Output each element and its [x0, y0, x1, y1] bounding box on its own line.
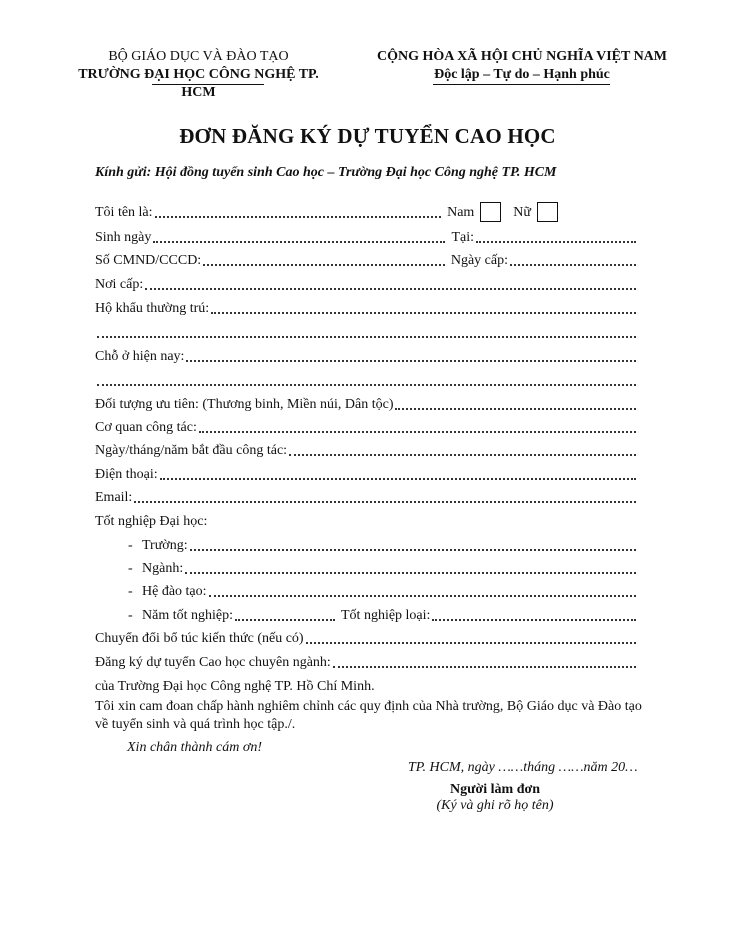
- header-left: [66, 48, 331, 102]
- field-work-start-row: [95, 440, 638, 460]
- field-phone-row: [95, 464, 638, 484]
- field-address-row: [95, 346, 638, 366]
- address-fill-line[interactable]: [186, 359, 636, 362]
- mode-bullet: -: [128, 584, 133, 599]
- field-address-continuation: [95, 370, 638, 390]
- university-name: TRƯỜNG ĐẠI HỌC CÔNG NGHỆ TP. HCM: [78, 67, 319, 100]
- issue-date-fill-line[interactable]: [510, 263, 636, 266]
- school-label: Trường:: [142, 538, 188, 553]
- field-mode-row: [95, 581, 638, 601]
- thanks-line: Xin chân thành cám ơn!: [127, 740, 263, 755]
- bridge-fill-line[interactable]: [306, 641, 636, 644]
- female-label: Nữ: [513, 205, 531, 220]
- signer-title: Người làm đơn: [449, 782, 541, 797]
- recipient-line: Kính gửi: Hội đồng tuyển sinh Cao học – Trường Đại học Công nghệ TP. HCM: [95, 165, 557, 180]
- field-program-row: [95, 652, 638, 672]
- program-label: Đăng ký dự tuyển Cao học chuyên ngành:: [95, 655, 331, 670]
- header-left-underline: [152, 84, 264, 85]
- school-bullet: -: [128, 538, 133, 553]
- priority-label: Đối tượng ưu tiên: (Thương binh, Miền núi, Dân tộc): [95, 397, 394, 412]
- school-fill-line[interactable]: [190, 548, 636, 551]
- field-name-row: [95, 202, 638, 222]
- mode-label: Hệ đào tạo:: [142, 584, 207, 599]
- mode-fill-line[interactable]: [209, 594, 636, 597]
- graduated-label: Tốt nghiệp Đại học:: [95, 514, 208, 529]
- male-checkbox[interactable]: [480, 202, 501, 222]
- id-label: Số CMND/CCCD:: [95, 253, 202, 268]
- workplace-label: Cơ quan công tác:: [95, 420, 197, 435]
- field-issue-place-row: [95, 274, 638, 294]
- name-label: Tôi tên là:: [95, 205, 153, 220]
- pob-label: Tại:: [451, 230, 474, 245]
- grad-year-fill-line[interactable]: [235, 618, 335, 621]
- email-label: Email:: [95, 490, 133, 505]
- household-fill-line[interactable]: [211, 311, 636, 314]
- issue-place-label: Nơi cấp:: [95, 277, 144, 292]
- motto: Độc lập – Tự do – Hạnh phúc: [434, 67, 610, 82]
- field-major-row: [95, 558, 638, 578]
- name-fill-line[interactable]: [155, 215, 442, 218]
- field-grad-year-row: [95, 605, 638, 625]
- header-right-underline: [433, 84, 610, 85]
- phone-fill-line[interactable]: [160, 477, 636, 480]
- header-right: [372, 48, 672, 84]
- id-fill-line[interactable]: [203, 263, 445, 266]
- field-household-continuation: [95, 322, 638, 342]
- field-household-row: [95, 298, 638, 318]
- major-bullet: -: [128, 561, 133, 576]
- grad-rank-fill-line[interactable]: [432, 618, 636, 621]
- address-label: Chỗ ở hiện nay:: [95, 349, 185, 364]
- email-fill-line[interactable]: [134, 500, 636, 503]
- priority-fill-line[interactable]: [395, 407, 636, 410]
- issue-place-fill-line[interactable]: [145, 287, 636, 290]
- university-line: của Trường Đại học Công nghệ TP. Hồ Chí Minh.: [95, 679, 375, 694]
- address-fill-line-2[interactable]: [97, 383, 636, 386]
- program-fill-line[interactable]: [333, 665, 636, 668]
- work-start-fill-line[interactable]: [289, 453, 636, 456]
- signature-note: (Ký và ghi rõ họ tên): [436, 798, 554, 813]
- grad-year-label: Năm tốt nghiệp:: [142, 608, 233, 623]
- field-workplace-row: [95, 417, 638, 437]
- female-checkbox[interactable]: [537, 202, 558, 222]
- ministry-name: BỘ GIÁO DỤC VÀ ĐÀO TẠO: [108, 49, 289, 64]
- field-school-row: [95, 535, 638, 555]
- pob-fill-line[interactable]: [476, 240, 636, 243]
- work-start-label: Ngày/tháng/năm bắt đầu công tác:: [95, 443, 288, 458]
- field-graduated-row: [95, 511, 638, 531]
- workplace-fill-line[interactable]: [199, 430, 636, 433]
- bridge-label: Chuyển đổi bổ túc kiến thức (nếu có): [95, 631, 304, 646]
- major-label: Ngành:: [142, 561, 184, 576]
- issue-date-label: Ngày cấp:: [450, 253, 508, 268]
- field-email-row: [95, 487, 638, 507]
- pledge-paragraph: Tôi xin cam đoan chấp hành nghiêm chỉnh các quy định của Nhà trường, Bộ Giáo dục và Đào tạo về tuyển sinh và quá trình học tập./.: [95, 699, 642, 732]
- male-label: Nam: [447, 205, 475, 220]
- field-dob-row: [95, 227, 638, 247]
- dob-fill-line[interactable]: [153, 240, 445, 243]
- country-name: CỘNG HÒA XÃ HỘI CHỦ NGHĨA VIỆT NAM: [376, 49, 667, 64]
- field-bridge-row: [95, 628, 638, 648]
- major-fill-line[interactable]: [185, 571, 636, 574]
- field-id-row: [95, 250, 638, 270]
- household-fill-line-2[interactable]: [97, 335, 636, 338]
- date-line: TP. HCM, ngày ……tháng ……năm 20…: [408, 760, 638, 775]
- dob-label: Sinh ngày: [95, 230, 152, 245]
- field-priority-row: [95, 394, 638, 414]
- household-label: Hộ khẩu thường trú:: [95, 301, 210, 316]
- form-title: ĐƠN ĐĂNG KÝ DỰ TUYỂN CAO HỌC: [179, 124, 556, 148]
- phone-label: Điện thoại:: [95, 467, 158, 482]
- grad-rank-label: Tốt nghiệp loại:: [341, 608, 431, 623]
- grad-year-bullet: -: [128, 608, 133, 623]
